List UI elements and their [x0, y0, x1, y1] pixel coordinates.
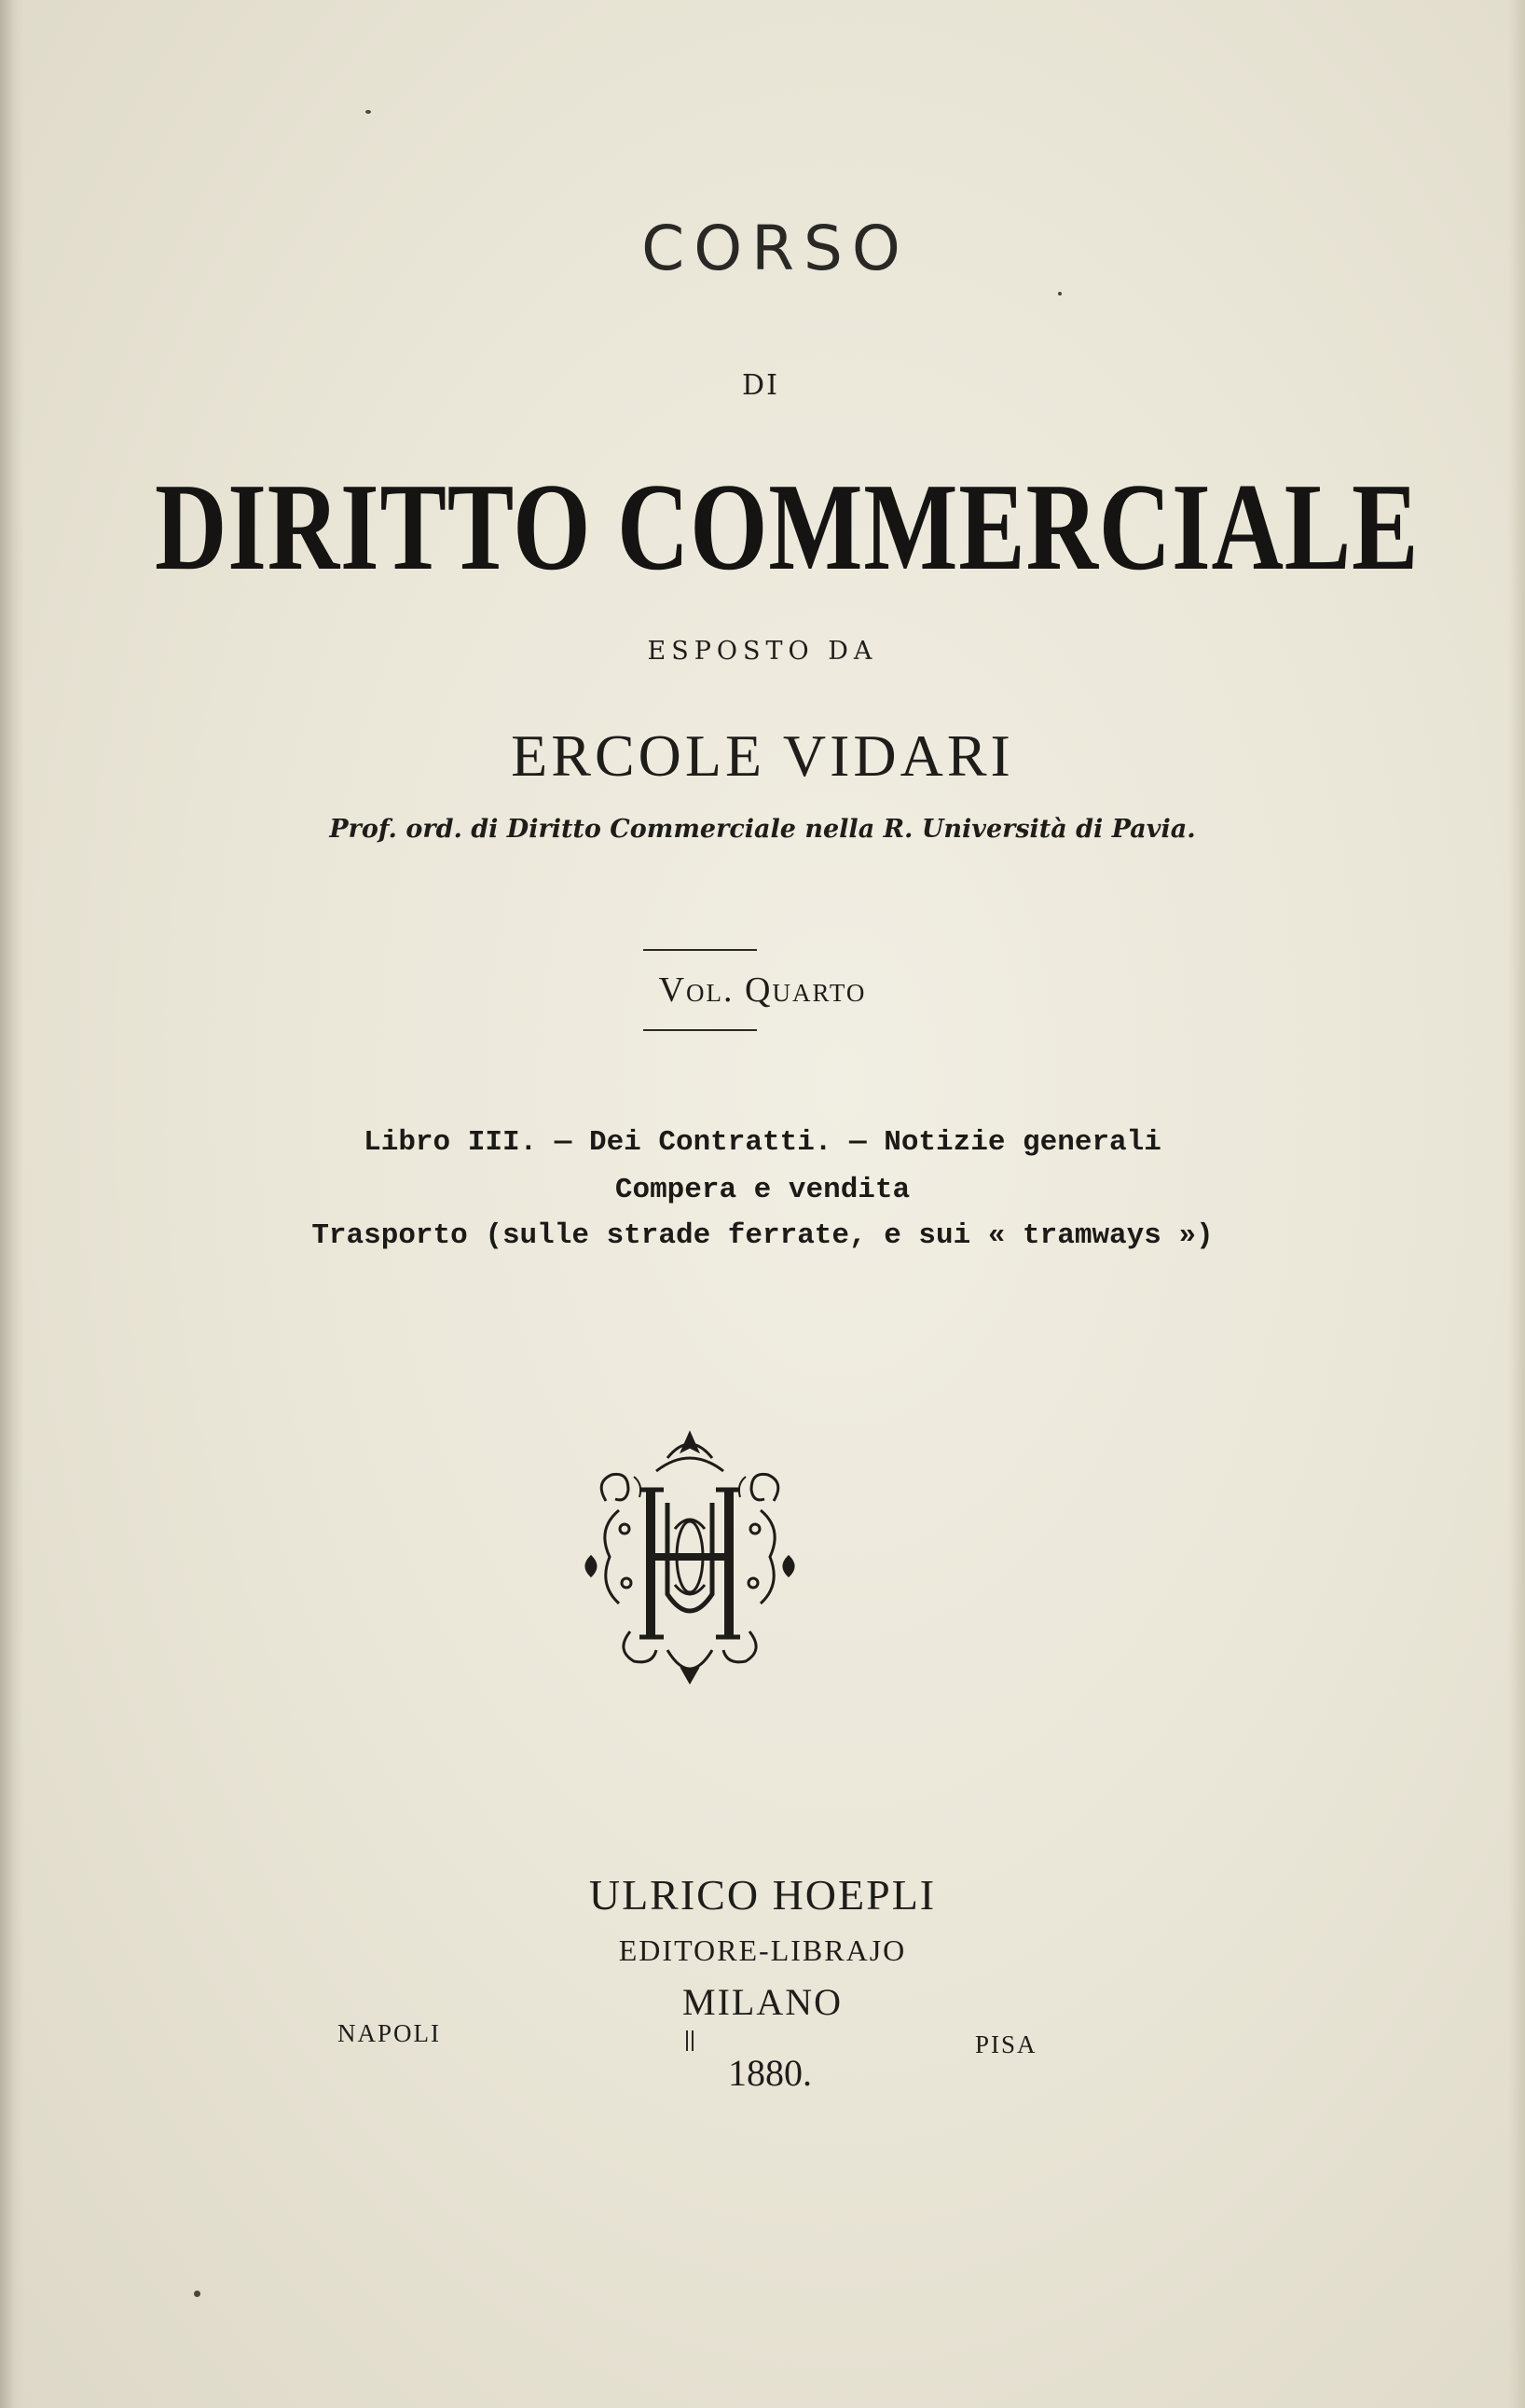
volume-label: Vol. Quarto: [658, 970, 867, 1010]
connector-di: DI: [742, 369, 779, 402]
hoepli-monogram-icon: [578, 1417, 802, 1687]
publisher-role: EDITORE-LIBRAJO: [618, 1933, 907, 1967]
volume-rule-top: [643, 949, 757, 951]
city-left: NAPOLI: [337, 2019, 441, 2047]
author-affiliation: Prof. ord. di Diritto Commerciale nella R. Università di Pavia.: [329, 815, 1196, 844]
volume-rule-bottom: [643, 1029, 757, 1031]
paper-speck: [365, 110, 371, 114]
contents-line: Compera e vendita: [614, 1174, 911, 1206]
contents-line: Libro III. — Dei Contratti. — Notizie generali: [364, 1126, 1161, 1159]
paper-speck: [1058, 292, 1062, 296]
publication-year: 1880.: [728, 2052, 812, 2094]
city-right: PISA: [975, 2030, 1037, 2058]
city-main: MILANO: [682, 1981, 843, 2023]
paper-speck: [194, 2291, 200, 2297]
author-name: ERCOLE VIDARI: [511, 722, 1014, 789]
esposto-da-label: ESPOSTO DA: [647, 637, 878, 666]
publisher-name: ULRICO HOEPLI: [588, 1871, 937, 1919]
book-title: DIRITTO COMMERCIALE: [155, 458, 1420, 596]
contents-line: Trasporto (sulle strade ferrate, e sui « tramways »): [311, 1219, 1214, 1252]
series-heading: CORSO: [641, 213, 910, 284]
city-separator: [686, 2030, 694, 2051]
